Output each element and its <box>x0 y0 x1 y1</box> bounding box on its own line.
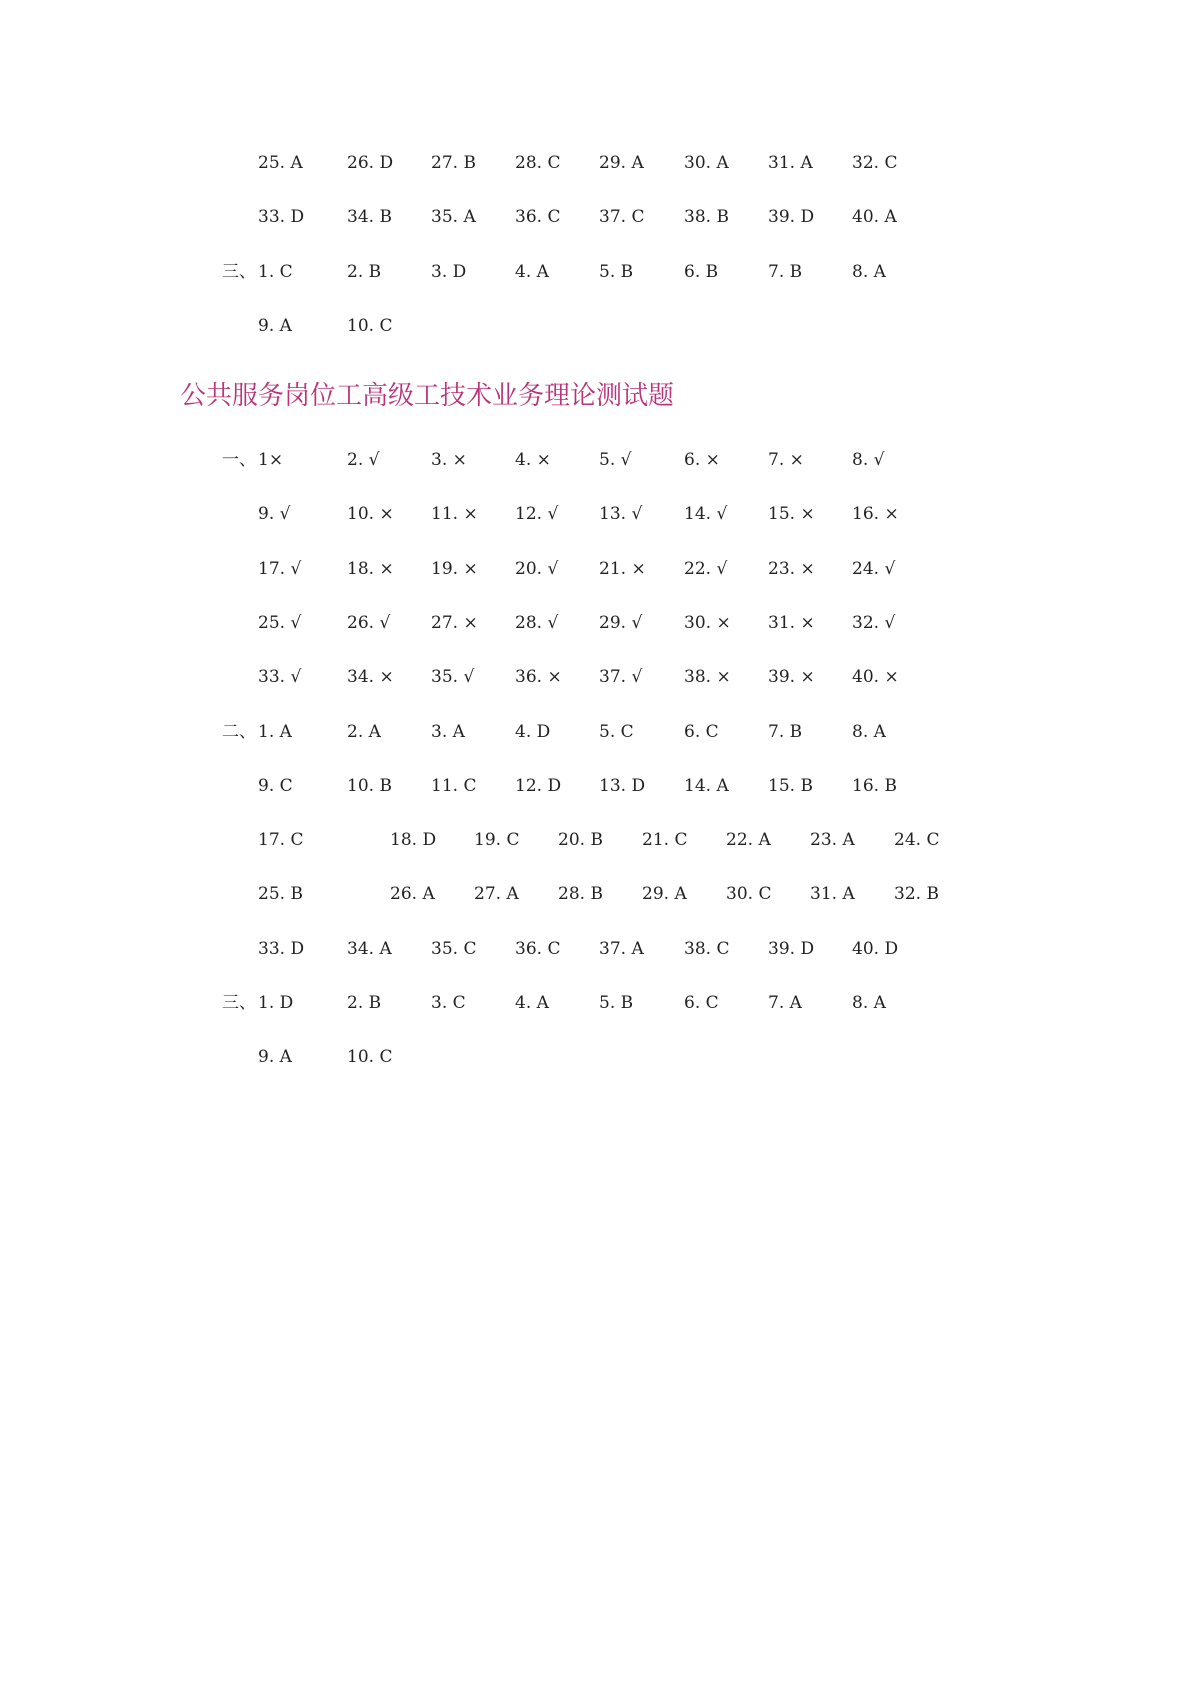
answer-item: 19. × <box>431 558 478 579</box>
answer-row <box>0 771 1191 801</box>
answer-item: 35. √ <box>431 667 475 688</box>
answer-item: 6. × <box>684 450 720 470</box>
answer-item: 32. C <box>852 153 898 173</box>
answer-item: 32. √ <box>852 612 896 633</box>
answer-item: 11. × <box>431 504 478 525</box>
answer-row <box>0 879 1191 909</box>
answer-item: 31. × <box>768 612 815 633</box>
answer-item: 37. A <box>599 938 644 959</box>
answer-item: 5. √ <box>599 450 632 470</box>
answer-item: 35. A <box>431 207 476 228</box>
answer-item: 23. × <box>768 558 815 579</box>
answer-item: 38. C <box>684 938 730 959</box>
answer-row <box>0 1042 1191 1072</box>
answer-item: 34. B <box>347 207 392 228</box>
answer-item: 39. × <box>768 667 815 688</box>
answer-item: 3. A <box>431 721 465 742</box>
answer-item: 2. A <box>347 721 381 742</box>
answer-item: 22. A <box>726 830 771 851</box>
answer-item: 10. C <box>347 1047 393 1068</box>
answer-item: 14. √ <box>684 504 728 525</box>
answer-item: 38. B <box>684 207 729 228</box>
answer-item: 39. D <box>768 938 815 959</box>
answer-item: 2. B <box>347 261 382 282</box>
answer-item: 28. √ <box>515 612 559 633</box>
answer-item: 34. × <box>347 667 394 688</box>
section-number: 三、 <box>222 261 256 282</box>
answer-item: 6. B <box>684 261 719 282</box>
answer-item: 40. A <box>852 207 897 228</box>
answer-item: 3. × <box>431 450 467 470</box>
answer-item: 39. D <box>768 207 815 228</box>
section-number: 三、 <box>222 993 256 1013</box>
answer-item: 25. √ <box>258 612 302 633</box>
answer-item: 29. √ <box>599 612 643 633</box>
answer-row <box>0 202 1191 232</box>
answer-item: 9. A <box>258 1047 292 1068</box>
answer-item: 4. A <box>515 261 549 282</box>
answer-item: 14. A <box>684 775 729 796</box>
answer-item: 17. √ <box>258 558 302 579</box>
answer-item: 30. × <box>684 612 731 633</box>
answer-item: 7. B <box>768 261 803 282</box>
section-number: 二、 <box>222 721 256 742</box>
answer-item: 25. B <box>258 884 303 905</box>
answer-item: 6. C <box>684 721 719 742</box>
answer-item: 26. D <box>347 153 394 173</box>
answer-item: 27. A <box>474 884 519 905</box>
answer-item: 36. × <box>515 667 562 688</box>
answer-item: 8. A <box>852 261 886 282</box>
answer-item: 29. A <box>599 153 644 173</box>
answer-item: 34. A <box>347 938 392 959</box>
answer-item: 37. √ <box>599 667 643 688</box>
answer-item: 40. D <box>852 938 899 959</box>
answer-item: 28. B <box>558 884 603 905</box>
answer-item: 18. × <box>347 558 394 579</box>
answer-item: 12. √ <box>515 504 559 525</box>
answer-item: 10. C <box>347 315 393 336</box>
answer-item: 21. × <box>599 558 646 579</box>
answer-item: 26. √ <box>347 612 391 633</box>
answer-item: 12. D <box>515 775 562 796</box>
answer-item: 29. A <box>642 884 687 905</box>
answer-item: 36. C <box>515 938 561 959</box>
answer-item: 18. D <box>390 830 437 851</box>
answer-item: 6. C <box>684 993 719 1013</box>
answer-item: 30. C <box>726 884 772 905</box>
answer-item: 36. C <box>515 207 561 228</box>
answer-item: 1. C <box>258 261 293 282</box>
answer-item: 15. × <box>768 504 815 525</box>
answer-item: 16. B <box>852 775 897 796</box>
answer-item: 1. A <box>258 721 292 742</box>
answer-row <box>0 311 1191 341</box>
answer-item: 32. B <box>894 884 939 905</box>
answer-item: 4. A <box>515 993 549 1013</box>
answer-item: 28. C <box>515 153 561 173</box>
answer-row <box>0 445 1191 475</box>
answer-item: 15. B <box>768 775 813 796</box>
answer-item: 24. C <box>894 830 940 851</box>
answer-item: 33. √ <box>258 667 302 688</box>
answer-item: 8. √ <box>852 450 885 470</box>
answer-item: 21. C <box>642 830 688 851</box>
answer-item: 5. B <box>599 993 634 1013</box>
answer-item: 8. A <box>852 721 886 742</box>
answer-item: 3. D <box>431 261 467 282</box>
answer-item: 7. B <box>768 721 803 742</box>
answer-item: 26. A <box>390 884 435 905</box>
answer-item: 20. B <box>558 830 603 851</box>
answer-row <box>0 554 1191 584</box>
answer-item: 9. C <box>258 775 293 796</box>
answer-item: 8. A <box>852 993 886 1013</box>
answer-item: 23. A <box>810 830 855 851</box>
answer-item: 4. D <box>515 721 551 742</box>
answer-item: 27. × <box>431 612 478 633</box>
answer-row <box>0 934 1191 964</box>
answer-row <box>0 988 1191 1018</box>
answer-item: 1. D <box>258 993 294 1013</box>
answer-item: 9. A <box>258 315 292 336</box>
answer-item: 5. B <box>599 261 634 282</box>
section-title: 公共服务岗位工高级工技术业务理论测试题 <box>180 381 675 411</box>
answer-item: 11. C <box>431 775 477 796</box>
answer-item: 35. C <box>431 938 477 959</box>
answer-item: 20. √ <box>515 558 559 579</box>
answer-item: 7. × <box>768 450 804 470</box>
answer-item: 31. A <box>768 153 813 173</box>
section-number: 一、 <box>222 450 256 470</box>
answer-item: 7. A <box>768 993 802 1013</box>
answer-item: 33. D <box>258 207 305 228</box>
answer-item: 37. C <box>599 207 645 228</box>
answer-item: 5. C <box>599 721 634 742</box>
answer-item: 24. √ <box>852 558 896 579</box>
answer-row <box>0 499 1191 529</box>
answer-item: 33. D <box>258 938 305 959</box>
answer-item: 22. √ <box>684 558 728 579</box>
answer-item: 13. D <box>599 775 646 796</box>
answer-row <box>0 825 1191 855</box>
answer-item: 2. √ <box>347 450 380 470</box>
answer-row <box>0 662 1191 692</box>
answer-item: 25. A <box>258 153 303 173</box>
answer-item: 10. × <box>347 504 394 525</box>
answer-item: 13. √ <box>599 504 643 525</box>
answer-item: 19. C <box>474 830 520 851</box>
answer-item: 38. × <box>684 667 731 688</box>
answer-item: 27. B <box>431 153 476 173</box>
answer-item: 30. A <box>684 153 729 173</box>
answer-row <box>0 717 1191 747</box>
answer-row <box>0 148 1191 178</box>
answer-item: 1× <box>258 450 284 470</box>
answer-item: 2. B <box>347 993 382 1013</box>
answer-item: 40. × <box>852 667 899 688</box>
answer-item: 16. × <box>852 504 899 525</box>
answer-row <box>0 608 1191 638</box>
answer-item: 3. C <box>431 993 466 1013</box>
answer-item: 4. × <box>515 450 551 470</box>
answer-item: 17. C <box>258 830 304 851</box>
answer-item: 9. √ <box>258 504 291 525</box>
answer-item: 10. B <box>347 775 392 796</box>
answer-row <box>0 257 1191 287</box>
answer-item: 31. A <box>810 884 855 905</box>
